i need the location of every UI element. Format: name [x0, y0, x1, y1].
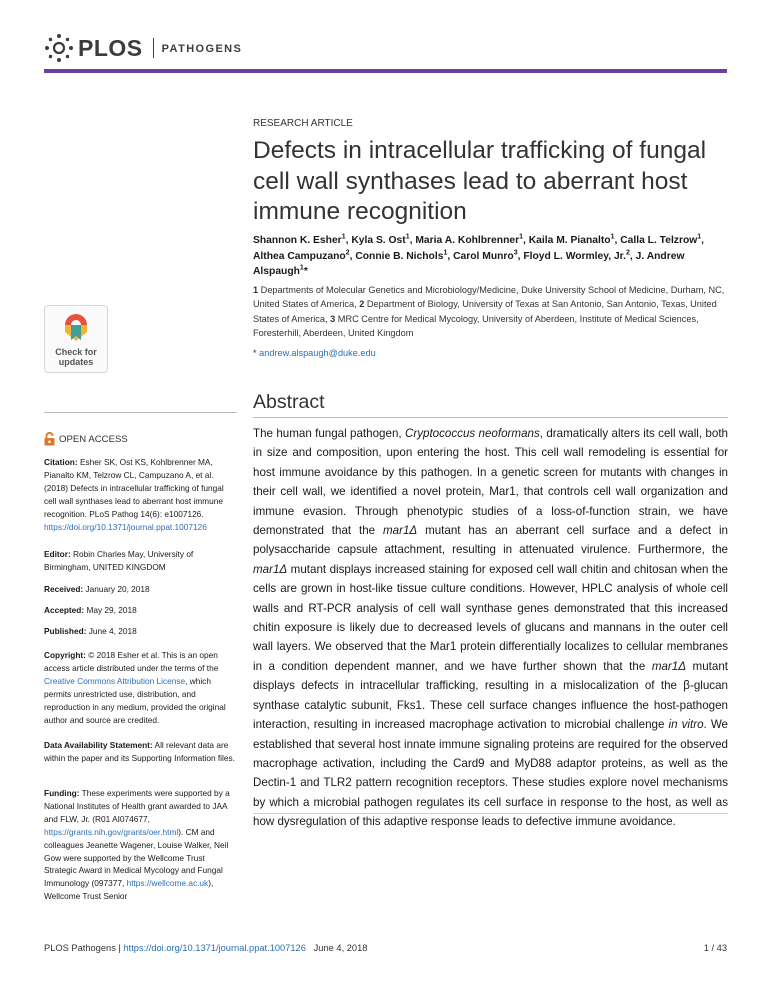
funding-text-2: ). CM and colleagues Jeanette Wagener, Louise Walker, Neil Gow were supported by the Wellcome Trust Strategic Award in Medical Mycology and Fungal Immunology (097377, [44, 826, 229, 889]
author-name: Althea Campuzano [253, 250, 346, 262]
license-link[interactable]: Creative Commons Attribution License [44, 675, 186, 686]
corresponding-email-link[interactable]: andrew.alspaugh@duke.edu [259, 348, 376, 358]
author-affiliation-number: 3 [513, 249, 518, 257]
author-name: Floyd L. Wormley, Jr. [523, 250, 626, 262]
editor-label: Editor: [44, 549, 71, 559]
abstract-italic-run: mar1Δ [253, 562, 288, 576]
author-affiliation-number: 1 [299, 264, 304, 272]
corresponding-marker: * [253, 348, 257, 358]
funding-text-3: ), Wellcome Trust Senior [44, 878, 214, 902]
page-footer [44, 943, 727, 953]
open-lock-icon [44, 432, 55, 446]
abstract-text-run: , dramatically alters its cell wall, both in size and composition, upon entering the host. This cell wall remodeling is essential for host immune avoidance by this pathogen. In a genetic screen for mutants with changes in their cell wall, we identified a novel protein, Mar1, that controls cell wall organization and immune evasion. Through phenotypic studies of a loss-of-function strain, we have demonstrated that the [253, 427, 728, 538]
copyright-block [44, 649, 236, 726]
footer-doi-link[interactable]: https://doi.org/10.1371/journal.ppat.1007126 [123, 943, 306, 953]
plos-sunburst-icon [44, 33, 74, 63]
author-affiliation-number: 1 [697, 233, 702, 241]
received-label: Received: [44, 584, 84, 594]
accepted-block [44, 604, 236, 617]
logo-divider [153, 38, 154, 58]
data-availability-text: All relevant data are within the paper and its Supporting Information files. [44, 740, 235, 763]
accepted-date: May 29, 2018 [86, 605, 137, 615]
author-name: Maria A. Kohlbrenner [415, 235, 520, 246]
affiliation-number: 1 [253, 285, 259, 295]
bookmark-ribbon-icon [63, 312, 89, 342]
journal-name: PATHOGENS [161, 43, 243, 55]
published-date: June 4, 2018 [88, 626, 137, 636]
plos-logo[interactable] [44, 33, 242, 63]
check-for-updates-badge[interactable] [44, 305, 108, 373]
abstract-italic-run: in vitro [668, 718, 704, 732]
sidebar-rule [44, 412, 237, 413]
data-availability-block [44, 739, 236, 765]
check-for-updates-label: Check for updates [55, 347, 97, 367]
author-affiliation-number: 1 [519, 233, 523, 241]
received-date: January 20, 2018 [85, 584, 150, 594]
editor-text: Robin Charles May, University of Birmingham, UNITED KINGDOM [44, 549, 194, 572]
funding-block [44, 787, 236, 903]
editor-block [44, 548, 236, 574]
copyright-text: © 2018 Esher et al. This is an open access article distributed under the terms of the [44, 650, 219, 673]
footer-date: June 4, 2018 [313, 943, 368, 953]
accepted-label: Accepted: [44, 605, 85, 615]
author-name: Shannon K. Esher [253, 235, 342, 246]
author-affiliation-number: 1 [341, 233, 346, 241]
abstract-text-run: mutant displays increased staining for exposed cell wall chitin and chitosan when the cells are grown in host-like tissue culture conditions. However, HPLC analysis of whole cell walls and RT-PCR analysis of cell wall synthase genes demonstrated that this increased chitin exposure is likely due to decreased levels of glucans and mannans in the outer cell wall layers. We observed that the Mar1 protein differentially localizes to cellular membranes in a condition dependent manner, and we have further shown that the [253, 562, 728, 673]
funding-text: These experiments were supported by a National Institutes of Health grant awarded to JAA and FLW, Jr. (R01 AI074677, [44, 788, 230, 824]
nih-grants-link[interactable]: https://grants.nih.gov/grants/oer.html [44, 826, 179, 837]
copyright-label: Copyright: [44, 650, 86, 660]
author-affiliation-number: 1 [610, 233, 615, 241]
author-name: Kaila M. Pianalto [528, 235, 611, 246]
wellcome-link[interactable]: https://wellcome.ac.uk [126, 878, 209, 889]
affiliations [253, 283, 728, 340]
footer-separator: | [115, 943, 124, 953]
affiliation-number: 2 [359, 299, 365, 310]
citation-label: Citation: [44, 457, 78, 467]
abstract-text [253, 424, 728, 832]
citation-doi-link[interactable]: https://doi.org/10.1371/journal.ppat.1007126 [44, 521, 207, 532]
abstract-text-run: mutant displays defects in intracellular trafficking, resulting in a mislocalization of the β-glucan synthase catalytic subunit, Fks1. These cell surface changes influence the host-pathogen interaction, resulting in increased macrophage activation to microbial challenge [253, 659, 728, 732]
published-label: Published: [44, 626, 87, 636]
author-affiliation-number: 1 [443, 249, 448, 257]
open-access [44, 432, 128, 446]
author-name: Kyla S. Ost [351, 235, 406, 246]
abstract-text-run: . We established that several host innate immune signaling proteins are required for the observed macrophage activation, including the Card9 and MyD88 adaptor proteins, as well as the Dectin-1 and TLR2 pattern recognition receptors. These studies explore novel mechanisms by which a microbial pathogen regulates its cell surface in response to the host, as well as how dysregulation of this adaptive response leads to defective immune avoidance. [253, 718, 728, 829]
abstract-rule [253, 417, 728, 418]
page-number: 1 / 43 [703, 943, 727, 953]
author-affiliation-number: 2 [625, 249, 630, 257]
data-availability-label: Data Availability Statement: [44, 740, 153, 750]
affiliation-text: MRC Centre for Medical Mycology, University of Aberdeen, Institute of Medical Sciences, Foresterhill, Aberdeen, United Kingdom [253, 313, 699, 338]
citation-block [44, 456, 236, 533]
affiliation-text: Departments of Molecular Genetics and Microbiology/Medicine, Duke University School of Medicine, Durham, NC, United States of America, [253, 285, 725, 310]
abstract-text-run: The human fungal pathogen, [253, 427, 405, 440]
abstract-heading: Abstract [253, 391, 325, 413]
author-name: Connie B. Nichols [355, 250, 444, 262]
abstract-italic-run: Cryptococcus neoformans [404, 427, 540, 440]
article-title: Defects in intracellular trafficking of fungal cell wall synthases lead to aberrant host immune recognition [253, 137, 707, 225]
affiliation-number: 3 [330, 313, 336, 324]
corresponding-author [253, 348, 728, 358]
author-affiliation-number: 1 [405, 233, 410, 241]
header-rule [44, 69, 727, 73]
abstract-italic-run: mar1Δ [382, 524, 418, 538]
abstract-text-run: mutant has an aberrant cell surface and a defect in polysaccharide capsule attachment, resulting in attenuated virulence. Furthermore, the [253, 524, 728, 557]
author-affiliation-number: 2 [345, 249, 350, 257]
author-name: Calla L. Telzrow [620, 235, 698, 246]
author-name: Carol Munro [453, 250, 514, 262]
affiliation-text: Department of Biology, University of Texas at San Antonio, San Antonio, Texas, United States of America, [253, 299, 717, 324]
copyright-text-2: , which permits unrestricted use, distribution, and reproduction in any medium, provided the original author and source are credited. [44, 675, 226, 725]
abstract-italic-run: mar1Δ [651, 659, 687, 673]
author-name: J. Andrew Alspaugh [253, 250, 685, 278]
funding-label: Funding: [44, 788, 80, 798]
plos-wordmark: PLOS [78, 34, 143, 61]
article-type: RESEARCH ARTICLE [253, 118, 353, 129]
citation-text: Esher SK, Ost KS, Kohlbrenner MA, Pianalto KM, Telzrow CL, Campuzano A, et al. (2018) Defects in intracellular trafficking of fungal cell wall synthases lead to aberrant host immune recognition. PLoS Pathog 14(6): e1007126. [44, 457, 224, 519]
received-block [44, 583, 236, 596]
open-access-label: OPEN ACCESS [59, 433, 128, 445]
abstract-bottom-rule [253, 813, 728, 814]
published-block [44, 625, 236, 638]
footer-journal: PLOS Pathogens [44, 943, 116, 953]
author-list: Shannon K. Esher$^1$, Kyla S. Ost$^1$, Maria A. Kohlbrenner$^1$, Kaila M. Pianalto$^1$, Calla L. Telzrow$^1$, Althea Campuzano$^2$, Connie B. Nichols$^1$, Carol Munro$^3$, Floyd L. Wormley, Jr.$^2$, J. Andrew Alspaugh$^1$* [253, 233, 705, 278]
